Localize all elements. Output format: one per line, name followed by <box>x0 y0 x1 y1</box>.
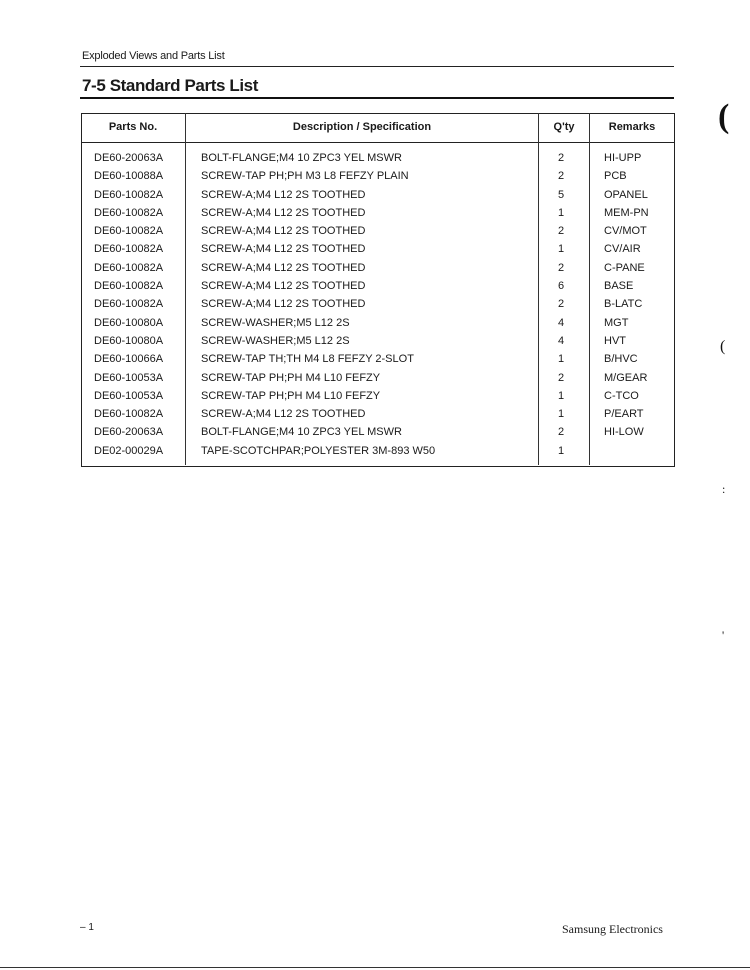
part-number: DE60-20063A <box>94 152 164 164</box>
table-row <box>0 168 750 186</box>
part-remarks: M/GEAR <box>604 371 648 384</box>
part-quantity: 2 <box>557 298 565 311</box>
table-header-divider <box>81 142 675 143</box>
part-remarks: PCB <box>604 170 627 183</box>
table-row <box>0 260 750 278</box>
part-quantity: 1 <box>557 243 565 256</box>
part-description: SCREW-TAP TH;TH M4 L8 FEFZY 2-SLOT <box>201 353 414 366</box>
part-description: SCREW-A;M4 L12 2S TOOTHED <box>201 188 366 201</box>
part-description: SCREW-A;M4 L12 2S TOOTHED <box>201 280 366 293</box>
part-number: DE60-20063A <box>94 426 164 439</box>
part-quantity: 1 <box>557 353 565 366</box>
table-row <box>0 187 750 205</box>
scan-artifact-mark: ( <box>720 338 726 355</box>
part-description: SCREW-A;M4 L12 2S TOOTHED <box>201 408 366 421</box>
part-description: SCREW-A;M4 L12 2S TOOTHED <box>201 298 366 311</box>
part-remarks: MGT <box>604 316 629 329</box>
part-number: DE60-10082A <box>94 206 164 219</box>
part-quantity: 2 <box>557 152 565 164</box>
scan-artifact-mark: ( <box>718 98 730 135</box>
part-quantity: 2 <box>557 371 565 384</box>
part-remarks: P/EART <box>604 408 644 421</box>
page-number: – 1 <box>80 922 94 933</box>
table-bottom-border <box>81 466 675 467</box>
part-number: DE60-10080A <box>94 316 164 329</box>
column-header-remarks: Remarks <box>608 121 656 133</box>
column-header-parts-no: Parts No. <box>108 121 158 133</box>
footer-divider <box>0 967 750 968</box>
part-remarks: MEM-PN <box>604 206 649 219</box>
part-number: DE60-10088A <box>94 170 164 183</box>
part-remarks: B-LATC <box>604 298 643 311</box>
part-number: DE60-10053A <box>94 371 164 384</box>
table-body <box>0 150 750 461</box>
table-row <box>0 333 750 351</box>
brand-footer: Samsung Electronics <box>562 922 663 936</box>
part-remarks: BASE <box>604 280 634 293</box>
part-quantity: 1 <box>557 206 565 219</box>
table-row <box>0 296 750 314</box>
part-description: SCREW-A;M4 L12 2S TOOTHED <box>201 206 366 219</box>
part-number: DE60-10082A <box>94 298 164 311</box>
part-quantity: 6 <box>557 280 565 293</box>
part-description: SCREW-TAP PH;PH M4 L10 FEFZY <box>201 371 381 384</box>
part-number: DE60-10082A <box>94 243 164 256</box>
part-remarks: HI-UPP <box>604 152 642 164</box>
table-row <box>0 406 750 424</box>
table-row <box>0 150 750 168</box>
part-remarks: CV/AIR <box>604 243 641 256</box>
table-row <box>0 241 750 259</box>
part-quantity: 4 <box>557 334 565 347</box>
table-row <box>0 351 750 369</box>
table-row <box>0 278 750 296</box>
part-remarks: B/HVC <box>604 353 638 366</box>
table-row <box>0 388 750 406</box>
part-remarks: HI-LOW <box>604 426 644 439</box>
table-row <box>0 424 750 442</box>
table-row <box>0 370 750 388</box>
table-row <box>0 443 750 461</box>
part-remarks: OPANEL <box>604 188 648 201</box>
part-quantity: 1 <box>557 389 565 402</box>
section-header: Exploded Views and Parts List <box>82 50 225 62</box>
part-description: SCREW-TAP PH;PH M3 L8 FEFZY PLAIN <box>201 170 409 183</box>
part-remarks: HVT <box>604 334 626 347</box>
part-quantity: 5 <box>557 188 565 201</box>
table-row <box>0 223 750 241</box>
column-header-description: Description / Specification <box>292 121 432 133</box>
part-number: DE60-10082A <box>94 188 164 201</box>
part-number: DE60-10082A <box>94 225 164 238</box>
scan-artifact-mark: : <box>722 482 726 496</box>
part-number: DE60-10082A <box>94 261 164 274</box>
part-quantity: 2 <box>557 225 565 238</box>
title-divider <box>80 97 674 99</box>
part-description: SCREW-WASHER;M5 L12 2S <box>201 334 350 347</box>
part-number: DE60-10080A <box>94 334 164 347</box>
part-quantity: 4 <box>557 316 565 329</box>
table-row <box>0 205 750 223</box>
column-header-qty: Q'ty <box>553 121 575 133</box>
part-quantity: 1 <box>557 408 565 421</box>
part-description: BOLT-FLANGE;M4 10 ZPC3 YEL MSWR <box>201 152 402 164</box>
table-row <box>0 315 750 333</box>
scan-artifact-mark: ' <box>722 628 725 642</box>
part-number: DE60-10082A <box>94 408 164 421</box>
part-quantity: 2 <box>557 170 565 183</box>
part-number: DE60-10053A <box>94 389 164 402</box>
part-description: SCREW-A;M4 L12 2S TOOTHED <box>201 225 366 238</box>
part-remarks: C-PANE <box>604 261 645 274</box>
part-description: TAPE-SCOTCHPAR;POLYESTER 3M-893 W50 <box>201 444 436 457</box>
part-number: DE60-10066A <box>94 353 164 366</box>
part-description: SCREW-WASHER;M5 L12 2S <box>201 316 350 329</box>
part-description: BOLT-FLANGE;M4 10 ZPC3 YEL MSWR <box>201 426 402 439</box>
part-number: DE02-00029A <box>94 444 164 457</box>
part-quantity: 2 <box>557 426 565 439</box>
header-divider <box>80 66 674 67</box>
part-quantity: 2 <box>557 261 565 274</box>
part-number: DE60-10082A <box>94 280 164 293</box>
part-quantity: 1 <box>557 444 565 457</box>
page-title: 7-5 Standard Parts List <box>82 76 258 95</box>
part-description: SCREW-A;M4 L12 2S TOOTHED <box>201 243 366 256</box>
part-description: SCREW-TAP PH;PH M4 L10 FEFZY <box>201 389 381 402</box>
part-description: SCREW-A;M4 L12 2S TOOTHED <box>201 261 366 274</box>
part-remarks: CV/MOT <box>604 225 647 238</box>
part-remarks: C-TCO <box>604 389 639 402</box>
